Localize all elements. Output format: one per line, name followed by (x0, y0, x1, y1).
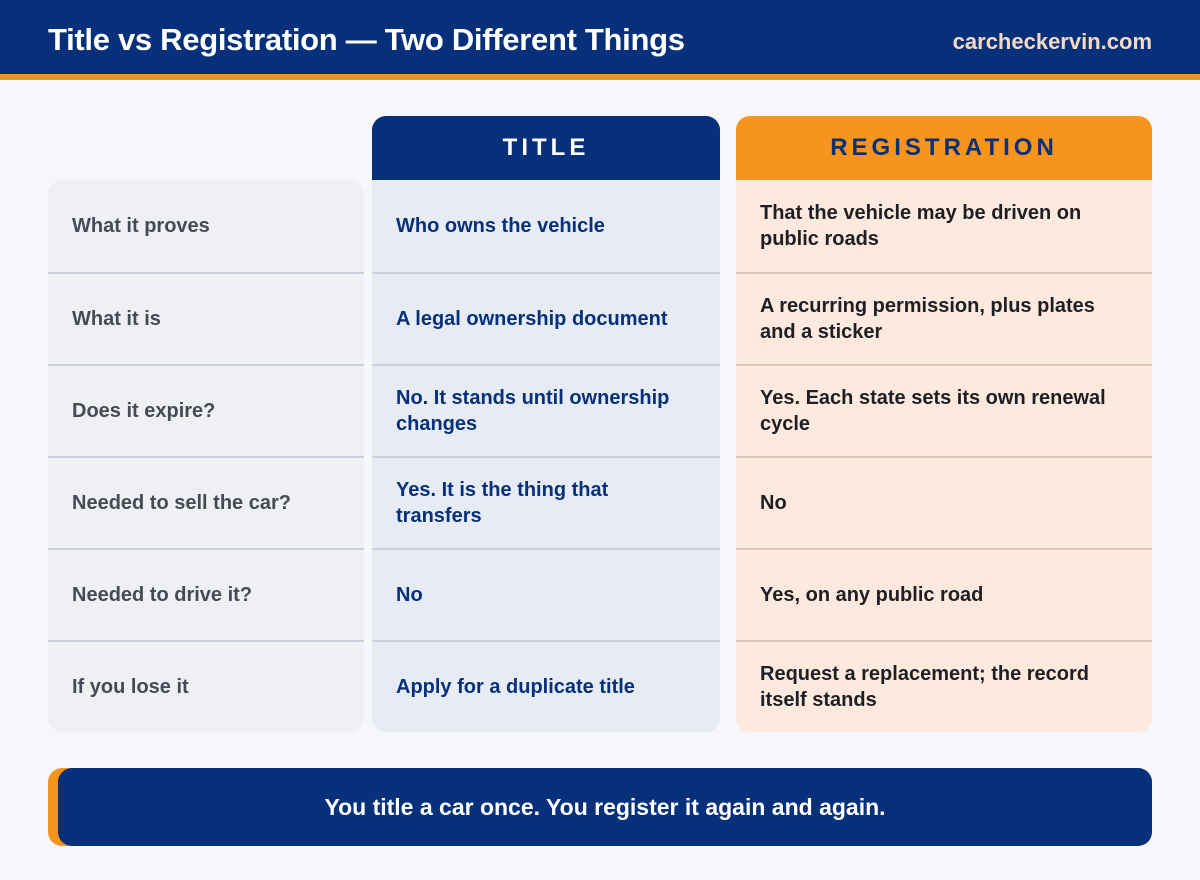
site-name: carcheckervin.com (952, 29, 1152, 54)
registration-cell: Request a replacement; the record itself stands (736, 640, 1152, 732)
header-banner (0, 0, 1200, 80)
row-label: Needed to sell the car? (48, 456, 364, 548)
title-column-heading: TITLE (372, 116, 720, 180)
title-cell: No. It stands until ownership changes (372, 364, 720, 456)
title-column (372, 116, 720, 732)
summary-text: You title a car once. You register it again and again. (58, 768, 1152, 846)
title-cell: No (372, 548, 720, 640)
registration-cell: Yes. Each state sets its own renewal cycle (736, 364, 1152, 456)
registration-cell: No (736, 456, 1152, 548)
row-label: What it is (48, 272, 364, 364)
summary-banner (48, 768, 1152, 846)
title-cell: Who owns the vehicle (396, 215, 605, 237)
row-label: Does it expire? (48, 364, 364, 456)
registration-column-heading: REGISTRATION (736, 116, 1152, 180)
registration-cell: Yes, on any public road (736, 548, 1152, 640)
title-cell: Apply for a duplicate title (372, 640, 720, 732)
title-cell: Yes. It is the thing that transfers (372, 456, 720, 548)
page-title: Title vs Registration — Two Different Things (48, 22, 685, 57)
row-label: What it proves (72, 215, 210, 237)
registration-cell: A recurring permission, plus plates and a sticker (736, 272, 1152, 364)
registration-cell: That the vehicle may be driven on public roads (760, 202, 1082, 250)
row-label: Needed to drive it? (48, 548, 364, 640)
title-cell: A legal ownership document (372, 272, 720, 364)
row-labels-column (48, 180, 364, 732)
row-label: If you lose it (48, 640, 364, 732)
registration-column (736, 116, 1152, 732)
